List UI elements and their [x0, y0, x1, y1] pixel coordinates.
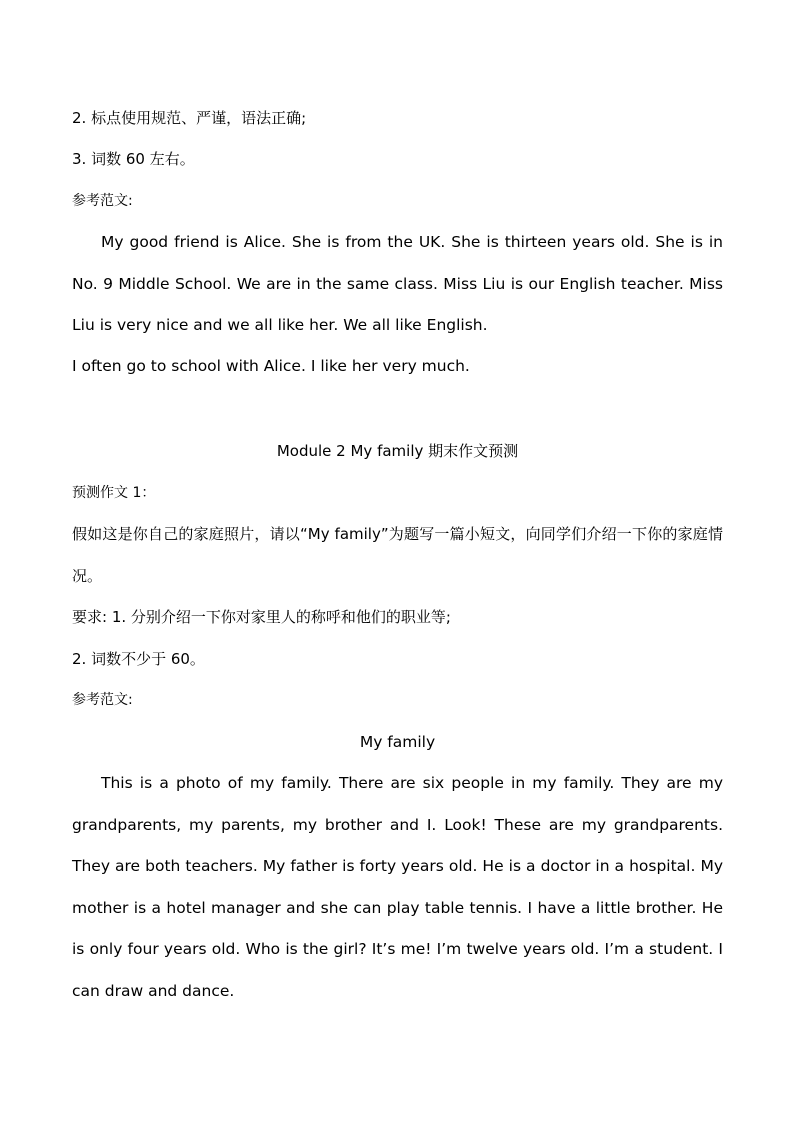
essay-prompt: 假如这是你自己的家庭照片，请以“My family”为题写一篇小短文，向同学们介绍一下你的家庭情况。 — [72, 525, 723, 585]
essay-title: My family — [359, 733, 436, 751]
reference-label-2: 参考范文: — [72, 692, 133, 708]
requirement-2b: 2. 词数不少于 60。 — [72, 650, 205, 668]
sample-essay-paragraph-2: I often go to school with Alice. I like her very much. — [72, 357, 470, 375]
sample-essay-body: This is a photo of my family. There are six people in my family. They are my grandparents, my parents, my brother and I. Look! These are my grandparents. They are both teachers. My father is forty years old. He is a doctor in a hospital. My mother is a hotel manager and she can play table tennis. I have a little brother. He is only four years old. Who is the girl? It’s me! I’m twelve years old. I’m a student. I can draw and dance. — [72, 774, 723, 1000]
reference-label: 参考范文: — [72, 193, 133, 209]
sample-essay-paragraph-1: My good friend is Alice. She is from the UK. She is thirteen years old. She is in No. 9 Middle School. We are in the same class. Miss Liu is our English teacher. Miss Liu is very nice and we all like her. We all like English. — [72, 233, 723, 334]
requirement-2: 2. 标点使用规范、严谨，语法正确; — [72, 109, 307, 127]
requirement-3: 3. 词数 60 左右。 — [72, 150, 195, 168]
requirement-1: 要求: 1. 分别介绍一下你对家里人的称呼和他们的职业等; — [72, 608, 451, 626]
section-title: Module 2 My family 期末作文预测 — [276, 442, 519, 460]
prediction-label: 预测作文 1： — [72, 485, 156, 501]
